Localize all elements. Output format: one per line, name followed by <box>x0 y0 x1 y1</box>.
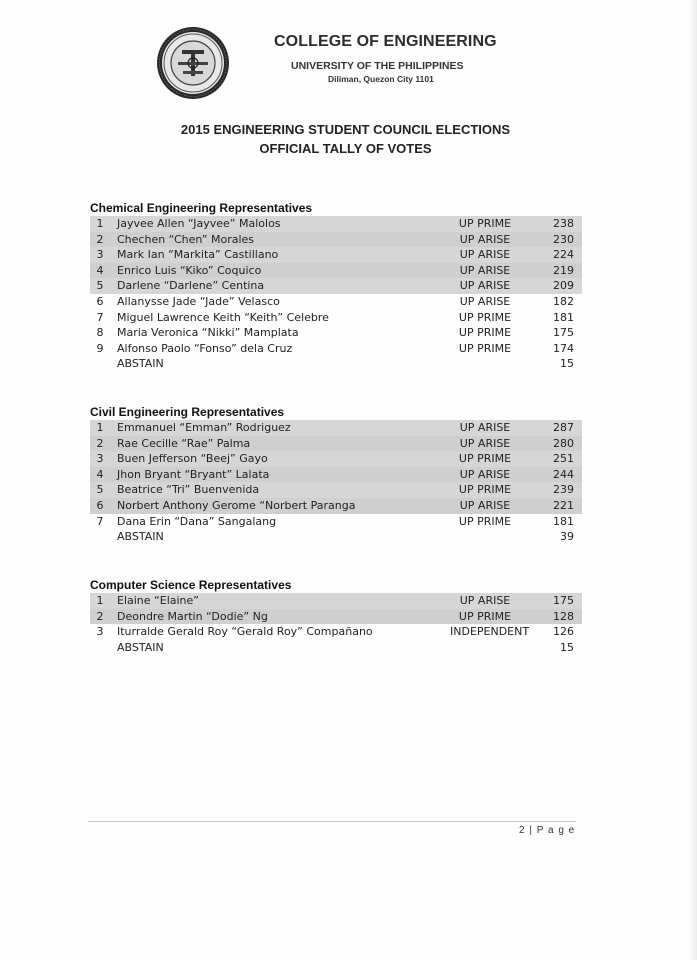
candidate-name: Deondre Martin “Dodie” Ng <box>117 609 268 623</box>
votes: 244 <box>553 467 574 481</box>
party: UP PRIME <box>458 483 512 497</box>
candidate-name: Emmanuel “Emman” Rodriguez <box>117 421 291 434</box>
candidate-name: Alfonso Paolo “Fonso” dela Cruz <box>117 341 293 355</box>
candidate-name: Norbert Anthony Gerome “Norbert Paranga <box>117 498 356 512</box>
section-title: Computer Science Representatives <box>90 578 292 592</box>
document-subtitle: OFFICIAL TALLY OF VOTES <box>259 141 432 156</box>
party: UP ARISE <box>459 294 511 308</box>
candidate-name: ABSTAIN <box>117 357 164 371</box>
row-number: 8 <box>96 326 104 340</box>
table-row <box>90 278 582 294</box>
university-name: UNIVERSITY OF THE PHILIPPINES <box>291 60 464 72</box>
votes: 287 <box>553 421 574 434</box>
row-number: 1 <box>96 594 104 607</box>
party: UP PRIME <box>458 341 512 355</box>
votes: 182 <box>553 294 574 308</box>
row-number: 3 <box>96 625 104 639</box>
party: UP ARISE <box>459 232 511 246</box>
table-row <box>90 294 582 310</box>
candidate-name: Iturralde Gerald Roy “Gerald Roy” Compañano <box>117 625 373 639</box>
votes: 230 <box>553 232 574 246</box>
votes: 181 <box>553 514 574 528</box>
candidate-name: Miguel Lawrence Keith “Keith” Celebre <box>117 310 329 324</box>
party: UP PRIME <box>458 310 512 324</box>
candidate-name: Enrico Luis “Kiko” Coquico <box>117 263 262 277</box>
party: UP PRIME <box>458 609 512 623</box>
college-seal-logo <box>156 26 230 100</box>
row-number: 1 <box>96 217 104 230</box>
party: UP PRIME <box>458 217 512 230</box>
footer-divider <box>88 821 576 822</box>
row-number: 5 <box>96 279 104 293</box>
party: UP PRIME <box>458 452 512 466</box>
table-row <box>90 514 582 530</box>
party: UP ARISE <box>459 594 511 607</box>
candidate-name: Beatrice “Tri” Buenvenida <box>117 483 260 497</box>
votes: 219 <box>553 263 574 277</box>
row-number: 9 <box>96 341 104 355</box>
address: Diliman, Quezon City 1101 <box>328 74 434 84</box>
abstain-row <box>90 356 582 372</box>
table-row <box>90 624 582 640</box>
row-number: 6 <box>96 498 104 512</box>
votes: 15 <box>560 357 574 371</box>
party: UP PRIME <box>458 514 512 528</box>
college-name: COLLEGE OF ENGINEERING <box>274 33 497 50</box>
table-row <box>90 247 582 263</box>
candidate-name: Maria Veronica “Nikki” Mamplata <box>117 326 299 340</box>
table-row <box>90 436 582 452</box>
votes: 224 <box>553 248 574 262</box>
party: UP ARISE <box>459 248 511 262</box>
table-row <box>90 467 582 483</box>
party: UP ARISE <box>459 467 511 481</box>
row-number: 3 <box>96 248 104 262</box>
candidate-name: ABSTAIN <box>117 640 164 654</box>
candidate-name: ABSTAIN <box>117 530 164 544</box>
table-row <box>90 263 582 279</box>
candidate-name: Mark Ian “Markita” Castillano <box>117 248 279 262</box>
table-row <box>90 593 582 609</box>
votes: 175 <box>553 594 574 607</box>
party: UP ARISE <box>459 498 511 512</box>
row-number: 3 <box>96 452 104 466</box>
party: UP ARISE <box>459 436 511 450</box>
candidate-name: Buen Jefferson “Beej” Gayo <box>117 452 268 466</box>
table-row <box>90 420 582 436</box>
table-row <box>90 232 582 248</box>
section-civil-engineering <box>90 405 582 545</box>
section-chemical-engineering <box>90 201 582 372</box>
votes: 39 <box>560 530 574 544</box>
votes: 128 <box>553 609 574 623</box>
party: UP ARISE <box>459 421 511 434</box>
row-number: 2 <box>96 232 104 246</box>
row-number: 6 <box>96 294 104 308</box>
party: UP ARISE <box>459 263 511 277</box>
table-row <box>90 310 582 326</box>
party: UP PRIME <box>458 326 512 340</box>
tally-table <box>90 420 582 545</box>
votes: 174 <box>553 341 574 355</box>
votes: 126 <box>553 625 574 639</box>
table-row <box>90 609 582 625</box>
votes: 209 <box>553 279 574 293</box>
votes: 280 <box>553 436 574 450</box>
votes: 15 <box>560 640 574 654</box>
document-title: 2015 ENGINEERING STUDENT COUNCIL ELECTIONS <box>180 122 511 137</box>
row-number: 5 <box>96 483 104 497</box>
candidate-name: Darlene “Darlene” Centina <box>117 279 265 293</box>
row-number: 2 <box>96 609 104 623</box>
votes: 239 <box>553 483 574 497</box>
section-title: Civil Engineering Representatives <box>90 405 285 419</box>
page-number: 2 | P a g e <box>519 825 576 836</box>
table-row <box>90 216 582 232</box>
table-row <box>90 325 582 341</box>
party: UP ARISE <box>459 279 511 293</box>
candidate-name: Dana Erin “Dana” Sangalang <box>117 514 277 528</box>
votes: 221 <box>553 498 574 512</box>
tally-table <box>90 216 582 372</box>
candidate-name: Elaine “Elaine” <box>117 594 199 607</box>
row-number: 7 <box>96 310 104 324</box>
table-row <box>90 498 582 514</box>
section-title: Chemical Engineering Representatives <box>90 201 313 215</box>
table-row <box>90 482 582 498</box>
row-number: 2 <box>96 436 104 450</box>
row-number: 1 <box>96 421 104 434</box>
candidate-name: Jayvee Allen “Jayvee” Malolos <box>117 217 281 230</box>
abstain-row <box>90 640 582 656</box>
candidate-name: Rae Cecille “Rae” Palma <box>117 436 251 450</box>
row-number: 4 <box>96 263 104 277</box>
row-number: 4 <box>96 467 104 481</box>
party: INDEPENDENT <box>450 625 530 639</box>
section-computer-science <box>90 578 582 655</box>
candidate-name: Allanysse Jade “Jade” Velasco <box>117 294 280 308</box>
table-row <box>90 341 582 357</box>
votes: 238 <box>553 217 574 230</box>
candidate-name: Jhon Bryant “Bryant” Lalata <box>117 467 270 481</box>
candidate-name: Chechen “Chen” Morales <box>117 232 255 246</box>
tally-table <box>90 593 582 655</box>
row-number: 7 <box>96 514 104 528</box>
votes: 181 <box>553 310 574 324</box>
abstain-row <box>90 529 582 545</box>
votes: 251 <box>553 452 574 466</box>
table-row <box>90 451 582 467</box>
votes: 175 <box>553 326 574 340</box>
